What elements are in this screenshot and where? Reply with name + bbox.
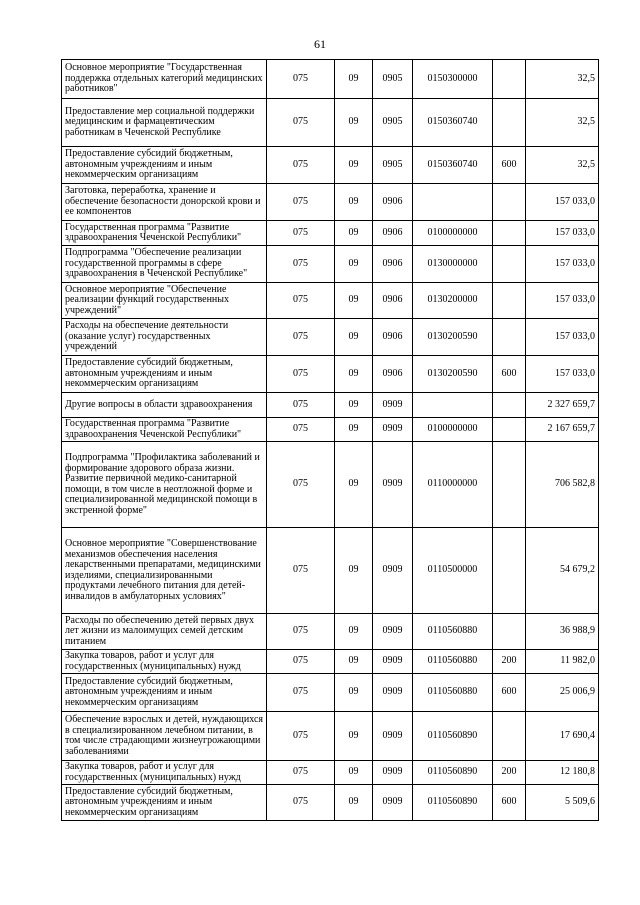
section-code-cell: 09 (335, 674, 373, 712)
table-row (62, 650, 599, 674)
target-article-cell: 0130200590 (413, 319, 493, 356)
section-code-cell: 09 (335, 356, 373, 393)
expense-type-cell (493, 283, 526, 319)
table-row (62, 60, 599, 99)
expense-type-cell (493, 246, 526, 283)
amount-cell: 54 679,2 (526, 528, 599, 614)
section-code-cell: 09 (335, 418, 373, 442)
target-article-cell: 0100000000 (413, 221, 493, 246)
section-code-cell: 09 (335, 60, 373, 99)
ministry-code-cell: 075 (267, 674, 335, 712)
expense-type-cell: 200 (493, 761, 526, 785)
table-row (62, 712, 599, 761)
section-code-cell: 09 (335, 246, 373, 283)
ministry-code-cell: 075 (267, 356, 335, 393)
subsection-code-cell: 0905 (373, 60, 413, 99)
section-code-cell: 09 (335, 528, 373, 614)
expense-type-cell (493, 60, 526, 99)
expense-type-cell (493, 418, 526, 442)
target-article-cell: 0150300000 (413, 60, 493, 99)
table-row (62, 221, 599, 246)
section-code-cell: 09 (335, 283, 373, 319)
ministry-code-cell: 075 (267, 99, 335, 147)
amount-cell: 25 006,9 (526, 674, 599, 712)
subsection-code-cell: 0906 (373, 283, 413, 319)
amount-cell: 157 033,0 (526, 246, 599, 283)
target-article-cell: 0110560880 (413, 614, 493, 650)
expense-type-cell (493, 528, 526, 614)
ministry-code-cell: 075 (267, 283, 335, 319)
expense-type-cell: 600 (493, 356, 526, 393)
subsection-code-cell: 0909 (373, 761, 413, 785)
section-code-cell: 09 (335, 442, 373, 528)
expense-type-cell (493, 614, 526, 650)
target-article-cell: 0110560890 (413, 712, 493, 761)
subsection-code-cell: 0909 (373, 418, 413, 442)
table-row (62, 99, 599, 147)
table-row (62, 761, 599, 785)
section-code-cell: 09 (335, 221, 373, 246)
expense-type-cell (493, 221, 526, 246)
ministry-code-cell: 075 (267, 418, 335, 442)
subsection-code-cell: 0906 (373, 356, 413, 393)
subsection-code-cell: 0906 (373, 319, 413, 356)
table-row (62, 785, 599, 821)
target-article-cell (413, 393, 493, 418)
row-name-cell: Предоставление субсидий бюджетным, автономным учреждениям и иным некоммерческим организациям (62, 785, 267, 821)
amount-cell: 157 033,0 (526, 319, 599, 356)
row-name-cell: Государственная программа "Развитие здравоохранения Чеченской Республики" (62, 418, 267, 442)
row-name-cell: Обеспечение взрослых и детей, нуждающихся в специализированном лечебном питании, в том числе страдающими жизнеугрожающими заболеваниями (62, 712, 267, 761)
target-article-cell: 0100000000 (413, 418, 493, 442)
table-row (62, 674, 599, 712)
section-code-cell: 09 (335, 650, 373, 674)
subsection-code-cell: 0909 (373, 528, 413, 614)
target-article-cell: 0130200590 (413, 356, 493, 393)
amount-cell: 12 180,8 (526, 761, 599, 785)
amount-cell: 32,5 (526, 60, 599, 99)
subsection-code-cell: 0906 (373, 246, 413, 283)
expense-type-cell (493, 442, 526, 528)
ministry-code-cell: 075 (267, 221, 335, 246)
expense-type-cell (493, 184, 526, 221)
table-row (62, 184, 599, 221)
subsection-code-cell: 0905 (373, 147, 413, 184)
section-code-cell: 09 (335, 184, 373, 221)
subsection-code-cell: 0909 (373, 650, 413, 674)
subsection-code-cell: 0909 (373, 393, 413, 418)
target-article-cell: 0110560880 (413, 650, 493, 674)
table-row (62, 418, 599, 442)
target-article-cell: 0110560880 (413, 674, 493, 712)
ministry-code-cell: 075 (267, 614, 335, 650)
ministry-code-cell: 075 (267, 761, 335, 785)
row-name-cell: Предоставление субсидий бюджетным, автономным учреждениям и иным некоммерческим организациям (62, 147, 267, 184)
row-name-cell: Основное мероприятие "Совершенствование механизмов обеспечения населения лекарственными препаратами, медицинскими изделиями, специализированными продуктами лечебного питания для детей-инвалидов в амбулаторных условиях" (62, 528, 267, 614)
subsection-code-cell: 0906 (373, 184, 413, 221)
expense-type-cell (493, 712, 526, 761)
ministry-code-cell: 075 (267, 528, 335, 614)
subsection-code-cell: 0905 (373, 99, 413, 147)
amount-cell: 32,5 (526, 147, 599, 184)
amount-cell: 32,5 (526, 99, 599, 147)
ministry-code-cell: 075 (267, 442, 335, 528)
target-article-cell: 0110000000 (413, 442, 493, 528)
row-name-cell: Закупка товаров, работ и услуг для государственных (муниципальных) нужд (62, 761, 267, 785)
table-row (62, 147, 599, 184)
ministry-code-cell: 075 (267, 246, 335, 283)
amount-cell: 2 327 659,7 (526, 393, 599, 418)
row-name-cell: Предоставление субсидий бюджетным, автономным учреждениям и иным некоммерческим организациям (62, 674, 267, 712)
section-code-cell: 09 (335, 393, 373, 418)
ministry-code-cell: 075 (267, 393, 335, 418)
amount-cell: 157 033,0 (526, 221, 599, 246)
row-name-cell: Основное мероприятие "Обеспечение реализации функций государственных учреждений" (62, 283, 267, 319)
ministry-code-cell: 075 (267, 147, 335, 184)
row-name-cell: Подпрограмма "Профилактика заболеваний и формирование здорового образа жизни. Развитие первичной медико-санитарной помощи, в том числе в неотложной форме и специализированной медицинской помощи в экстренной форме" (62, 442, 267, 528)
row-name-cell: Расходы на обеспечение деятельности (оказание услуг) государственных учреждений (62, 319, 267, 356)
row-name-cell: Закупка товаров, работ и услуг для государственных (муниципальных) нужд (62, 650, 267, 674)
budget-table-body (62, 60, 599, 821)
expense-type-cell: 200 (493, 650, 526, 674)
row-name-cell: Другие вопросы в области здравоохранения (62, 393, 267, 418)
amount-cell: 11 982,0 (526, 650, 599, 674)
row-name-cell: Заготовка, переработка, хранение и обеспечение безопасности донорской крови и ее компонентов (62, 184, 267, 221)
amount-cell: 157 033,0 (526, 283, 599, 319)
amount-cell: 17 690,4 (526, 712, 599, 761)
ministry-code-cell: 075 (267, 184, 335, 221)
expense-type-cell (493, 393, 526, 418)
expense-type-cell (493, 99, 526, 147)
target-article-cell: 0130200000 (413, 283, 493, 319)
expense-type-cell: 600 (493, 674, 526, 712)
ministry-code-cell: 075 (267, 785, 335, 821)
expense-type-cell: 600 (493, 147, 526, 184)
subsection-code-cell: 0909 (373, 712, 413, 761)
target-article-cell: 0110500000 (413, 528, 493, 614)
expense-type-cell (493, 319, 526, 356)
target-article-cell: 0130000000 (413, 246, 493, 283)
subsection-code-cell: 0909 (373, 785, 413, 821)
amount-cell: 5 509,6 (526, 785, 599, 821)
table-row (62, 319, 599, 356)
row-name-cell: Расходы по обеспечению детей первых двух лет жизни из малоимущих семей детским питанием (62, 614, 267, 650)
section-code-cell: 09 (335, 319, 373, 356)
row-name-cell: Государственная программа "Развитие здравоохранения Чеченской Республики" (62, 221, 267, 246)
amount-cell: 2 167 659,7 (526, 418, 599, 442)
subsection-code-cell: 0909 (373, 674, 413, 712)
subsection-code-cell: 0909 (373, 442, 413, 528)
subsection-code-cell: 0909 (373, 614, 413, 650)
ministry-code-cell: 075 (267, 319, 335, 356)
page-number: 61 (314, 37, 326, 51)
subsection-code-cell: 0906 (373, 221, 413, 246)
amount-cell: 706 582,8 (526, 442, 599, 528)
table-row (62, 283, 599, 319)
budget-table (61, 59, 599, 821)
amount-cell: 157 033,0 (526, 356, 599, 393)
target-article-cell: 0110560890 (413, 761, 493, 785)
amount-cell: 36 988,9 (526, 614, 599, 650)
ministry-code-cell: 075 (267, 712, 335, 761)
section-code-cell: 09 (335, 147, 373, 184)
section-code-cell: 09 (335, 614, 373, 650)
target-article-cell: 0150360740 (413, 147, 493, 184)
section-code-cell: 09 (335, 785, 373, 821)
table-row (62, 528, 599, 614)
table-row (62, 246, 599, 283)
ministry-code-cell: 075 (267, 60, 335, 99)
row-name-cell: Подпрограмма "Обеспечение реализации государственной программы в сфере здравоохранения в Чеченской Республике" (62, 246, 267, 283)
table-row (62, 356, 599, 393)
table-row (62, 393, 599, 418)
section-code-cell: 09 (335, 712, 373, 761)
target-article-cell (413, 184, 493, 221)
target-article-cell: 0150360740 (413, 99, 493, 147)
target-article-cell: 0110560890 (413, 785, 493, 821)
table-row (62, 442, 599, 528)
row-name-cell: Предоставление мер социальной поддержки медицинским и фармацевтическим работникам в Чеченской Республике (62, 99, 267, 147)
row-name-cell: Основное мероприятие "Государственная поддержка отдельных категорий медицинских работников" (62, 60, 267, 99)
section-code-cell: 09 (335, 761, 373, 785)
expense-type-cell: 600 (493, 785, 526, 821)
row-name-cell: Предоставление субсидий бюджетным, автономным учреждениям и иным некоммерческим организациям (62, 356, 267, 393)
table-row (62, 614, 599, 650)
ministry-code-cell: 075 (267, 650, 335, 674)
section-code-cell: 09 (335, 99, 373, 147)
amount-cell: 157 033,0 (526, 184, 599, 221)
